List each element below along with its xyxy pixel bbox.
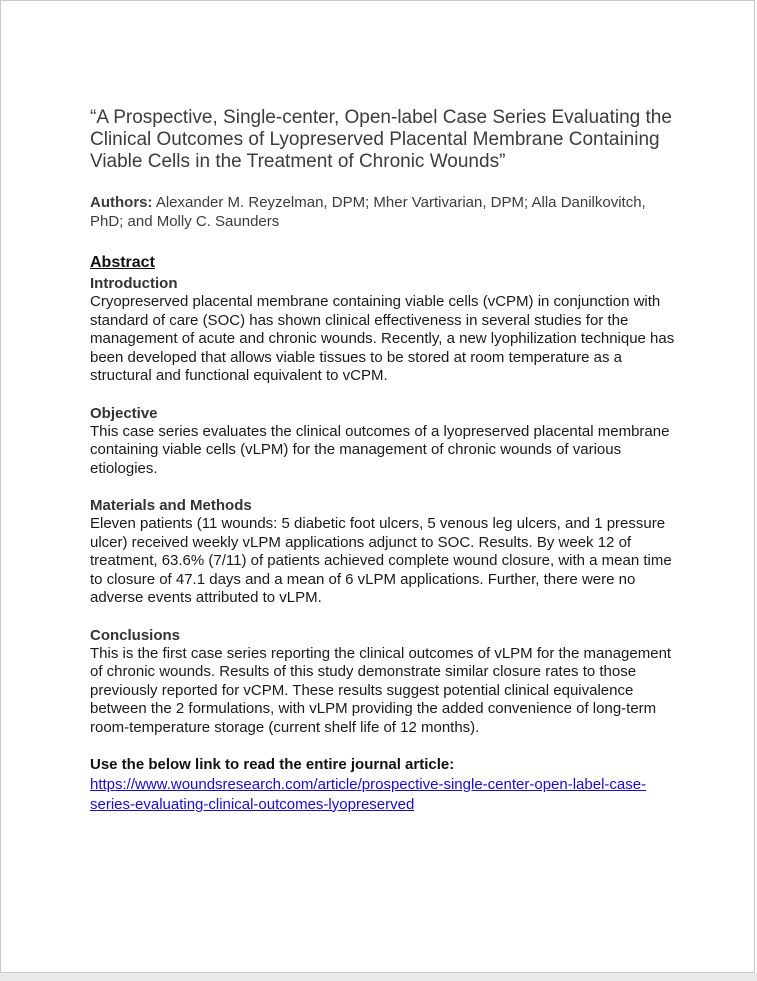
section-conclusions — [90, 627, 680, 738]
section-body: Cryopreserved placental membrane containing viable cells (vCPM) in conjunction with standard of care (SOC) has shown clinical effectiveness in several studies for the management of acute and chronic wounds. Recently, a new lyophilization technique has been developed that allows viable tissues to be stored at room temperature as a structural and functional equivalent to vCPM. — [90, 293, 675, 384]
abstract-heading: Abstract — [90, 254, 155, 271]
section-heading: Materials and Methods — [90, 497, 252, 514]
authors-names: Alexander M. Reyzelman, DPM; Mher Vartivarian, DPM; Alla Danilkovitch, PhD; and Molly C. Saunders — [90, 194, 646, 230]
article-link-block — [90, 756, 680, 815]
article-title: “A Prospective, Single-center, Open-label Case Series Evaluating the Clinical Outcomes of Lyopreserved Placental Membrane Containing Viable Cells in the Treatment of Chronic Wounds” — [90, 107, 672, 172]
section-heading: Objective — [90, 404, 158, 422]
section-introduction — [90, 275, 680, 386]
document-content — [90, 107, 680, 815]
section-body: This case series evaluates the clinical outcomes of a lyopreserved placental membrane containing viable cells (vLPM) for the management of chronic wounds of various etiologies. — [90, 422, 670, 477]
authors-line — [90, 193, 680, 231]
section-body: This is the first case series reporting the clinical outcomes of vLPM for the management of chronic wounds. Results of this study demonstrate similar closure rates to those previously reported for vCPM. These results suggest potential clinical equivalence between the 2 formulations, with vLPM providing the added convenience of long-term room-temperature storage (current shelf life of 12 months). — [90, 644, 672, 736]
article-link[interactable]: https://www.woundsresearch.com/article/prospective-single-center-open-label-case-series-evaluating-clinical-outcomes-lyopreserved — [90, 775, 647, 813]
section-materials-and-methods — [90, 497, 680, 608]
page-bottom-edge — [0, 973, 757, 981]
section-objective — [90, 405, 680, 479]
section-heading: Introduction — [90, 275, 178, 292]
section-heading: Conclusions — [90, 626, 181, 644]
article-link-label: Use the below link to read the entire journal article: — [90, 756, 455, 773]
section-body: Eleven patients (11 wounds: 5 diabetic foot ulcers, 5 venous leg ulcers, and 1 pressure ulcer) received weekly vLPM applications adjunct to SOC. Results. By week 12 of treatment, 63.6% (7/11) of patients achieved complete wound closure, with a mean time to closure of 47.1 days and a mean of 6 vLPM applications. Further, there were no adverse events attributed to vLPM. — [90, 515, 672, 606]
authors-label: Authors: — [90, 194, 153, 211]
